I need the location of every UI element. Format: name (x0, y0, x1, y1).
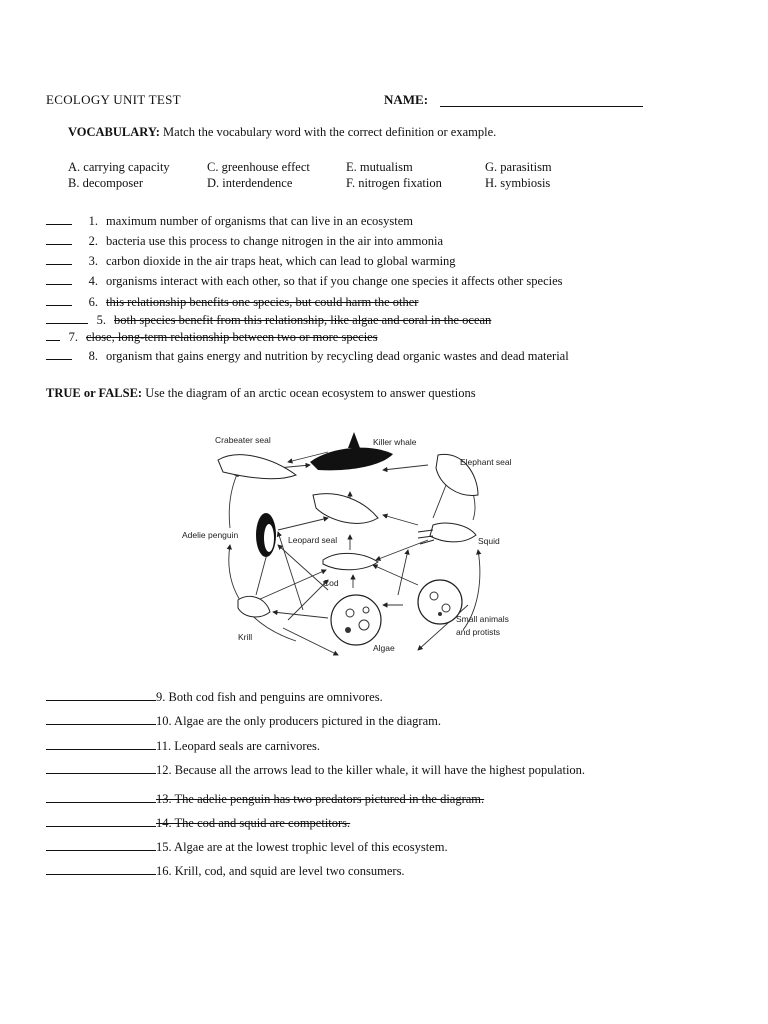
item-text: carbon dioxide in the air traps heat, which can lead to global warming (106, 254, 456, 268)
killer-whale-icon (310, 448, 393, 471)
label-leopard-seal: Leopard seal (288, 535, 338, 545)
vocab-item-struck (46, 330, 378, 345)
question-text: 13. The adelie penguin has two predators pictured in the diagram. (156, 792, 485, 806)
vocab-item (46, 234, 443, 249)
squid-icon (430, 523, 476, 542)
label-algae: Algae (373, 643, 395, 653)
tf-question (46, 714, 441, 729)
answer-blank[interactable] (46, 214, 72, 225)
cod-icon (323, 553, 378, 569)
tf-instructions (46, 386, 476, 401)
vocab-item (46, 214, 413, 229)
label-crabeater-seal: Crabeater seal (215, 435, 271, 445)
answer-blank[interactable] (46, 234, 72, 245)
label-protists: and protists (456, 627, 500, 637)
question-text: 16. Krill, cod, and squid are level two consumers. (156, 864, 405, 878)
label-cod: Cod (323, 578, 339, 588)
item-text: bacteria use this process to change nitrogen in the air into ammonia (106, 234, 444, 248)
option-a: A. carrying capacity (68, 160, 170, 174)
option-h: H. symbiosis (485, 176, 551, 190)
answer-blank[interactable] (46, 739, 156, 750)
tf-heading: TRUE or FALSE: (46, 386, 143, 400)
penguin-belly-icon (264, 524, 274, 552)
answer-blank[interactable] (46, 274, 72, 285)
vocab-instructions (68, 125, 496, 140)
question-text: 12. Because all the arrows lead to the killer whale, it will have the highest population. (156, 763, 586, 777)
vocab-instruction-text: Match the vocabulary word with the correct definition or example. (163, 125, 497, 139)
vocab-item (46, 349, 569, 364)
answer-blank[interactable] (46, 254, 72, 265)
option-c: C. greenhouse effect (207, 160, 310, 174)
question-text: 14. The cod and squid are competitors. (156, 816, 351, 830)
vocab-item-struck (46, 295, 418, 310)
label-elephant-seal: Elephant seal (460, 457, 512, 467)
item-number: 3. (88, 254, 98, 268)
item-number: 6. (88, 295, 98, 309)
answer-blank[interactable] (46, 840, 156, 851)
algae-icon (331, 595, 381, 645)
vocab-item (46, 254, 456, 269)
item-text: close, long-term relationship between two or more species (86, 330, 378, 344)
item-number: 2. (88, 234, 98, 248)
tf-question (46, 690, 383, 705)
answer-blank[interactable] (46, 816, 156, 827)
option-d: D. interdendence (207, 176, 293, 190)
answer-blank[interactable] (46, 864, 156, 875)
item-text: maximum number of organisms that can live in an ecosystem (106, 214, 413, 228)
item-text: this relationship benefits one species, but could harm the other (106, 295, 419, 309)
vocab-heading: VOCABULARY: (68, 125, 160, 139)
option-f: F. nitrogen fixation (346, 176, 442, 190)
label-killer-whale: Killer whale (373, 437, 417, 447)
tf-instruction-text: Use the diagram of an arctic ocean ecosystem to answer questions (145, 386, 476, 400)
crabeater-seal-icon (218, 455, 296, 479)
killer-whale-fin-icon (348, 432, 360, 448)
label-squid: Squid (478, 536, 500, 546)
answer-blank[interactable] (46, 792, 156, 803)
question-text: 11. Leopard seals are carnivores. (156, 739, 321, 753)
label-krill: Krill (238, 632, 253, 642)
tf-question (46, 739, 320, 754)
option-b: B. decomposer (68, 176, 143, 190)
tf-question-struck (46, 792, 484, 807)
answer-blank[interactable] (46, 690, 156, 701)
tf-question (46, 840, 448, 855)
label-adelie-penguin: Adelie penguin (182, 530, 239, 540)
question-text: 10. Algae are the only producers pictured in the diagram. (156, 714, 441, 728)
vocab-item (46, 274, 563, 289)
item-number: 5. (96, 313, 106, 327)
test-title: ECOLOGY UNIT TEST (46, 92, 181, 107)
item-number: 1. (88, 214, 98, 228)
answer-blank[interactable] (46, 714, 156, 725)
question-text: 9. Both cod fish and penguins are omnivores. (156, 690, 383, 704)
option-e: E. mutualism (346, 160, 413, 174)
item-number: 8. (88, 349, 98, 363)
tf-question (46, 864, 405, 879)
name-blank[interactable] (440, 106, 643, 107)
answer-blank[interactable] (46, 295, 72, 306)
label-small-animals: Small animals (456, 614, 509, 624)
food-web-diagram (178, 420, 524, 666)
answer-blank[interactable] (46, 349, 72, 360)
name-label: NAME: (384, 92, 429, 107)
krill-icon (238, 596, 270, 617)
item-number: 7. (68, 330, 78, 344)
tf-question (46, 763, 585, 778)
answer-blank[interactable] (46, 313, 88, 324)
option-g: G. parasitism (485, 160, 552, 174)
item-text: organisms interact with each other, so that if you change one species it affects other species (106, 274, 563, 288)
answer-blank[interactable] (46, 763, 156, 774)
item-text: both species benefit from this relationship, like algae and coral in the ocean (114, 313, 492, 327)
vocab-item-struck (46, 313, 491, 328)
tf-question-struck (46, 816, 350, 831)
question-text: 15. Algae are at the lowest trophic level of this ecosystem. (156, 840, 448, 854)
answer-blank[interactable] (46, 330, 60, 341)
item-text: organism that gains energy and nutrition by recycling dead organic wastes and dead material (106, 349, 569, 363)
item-number: 4. (88, 274, 98, 288)
